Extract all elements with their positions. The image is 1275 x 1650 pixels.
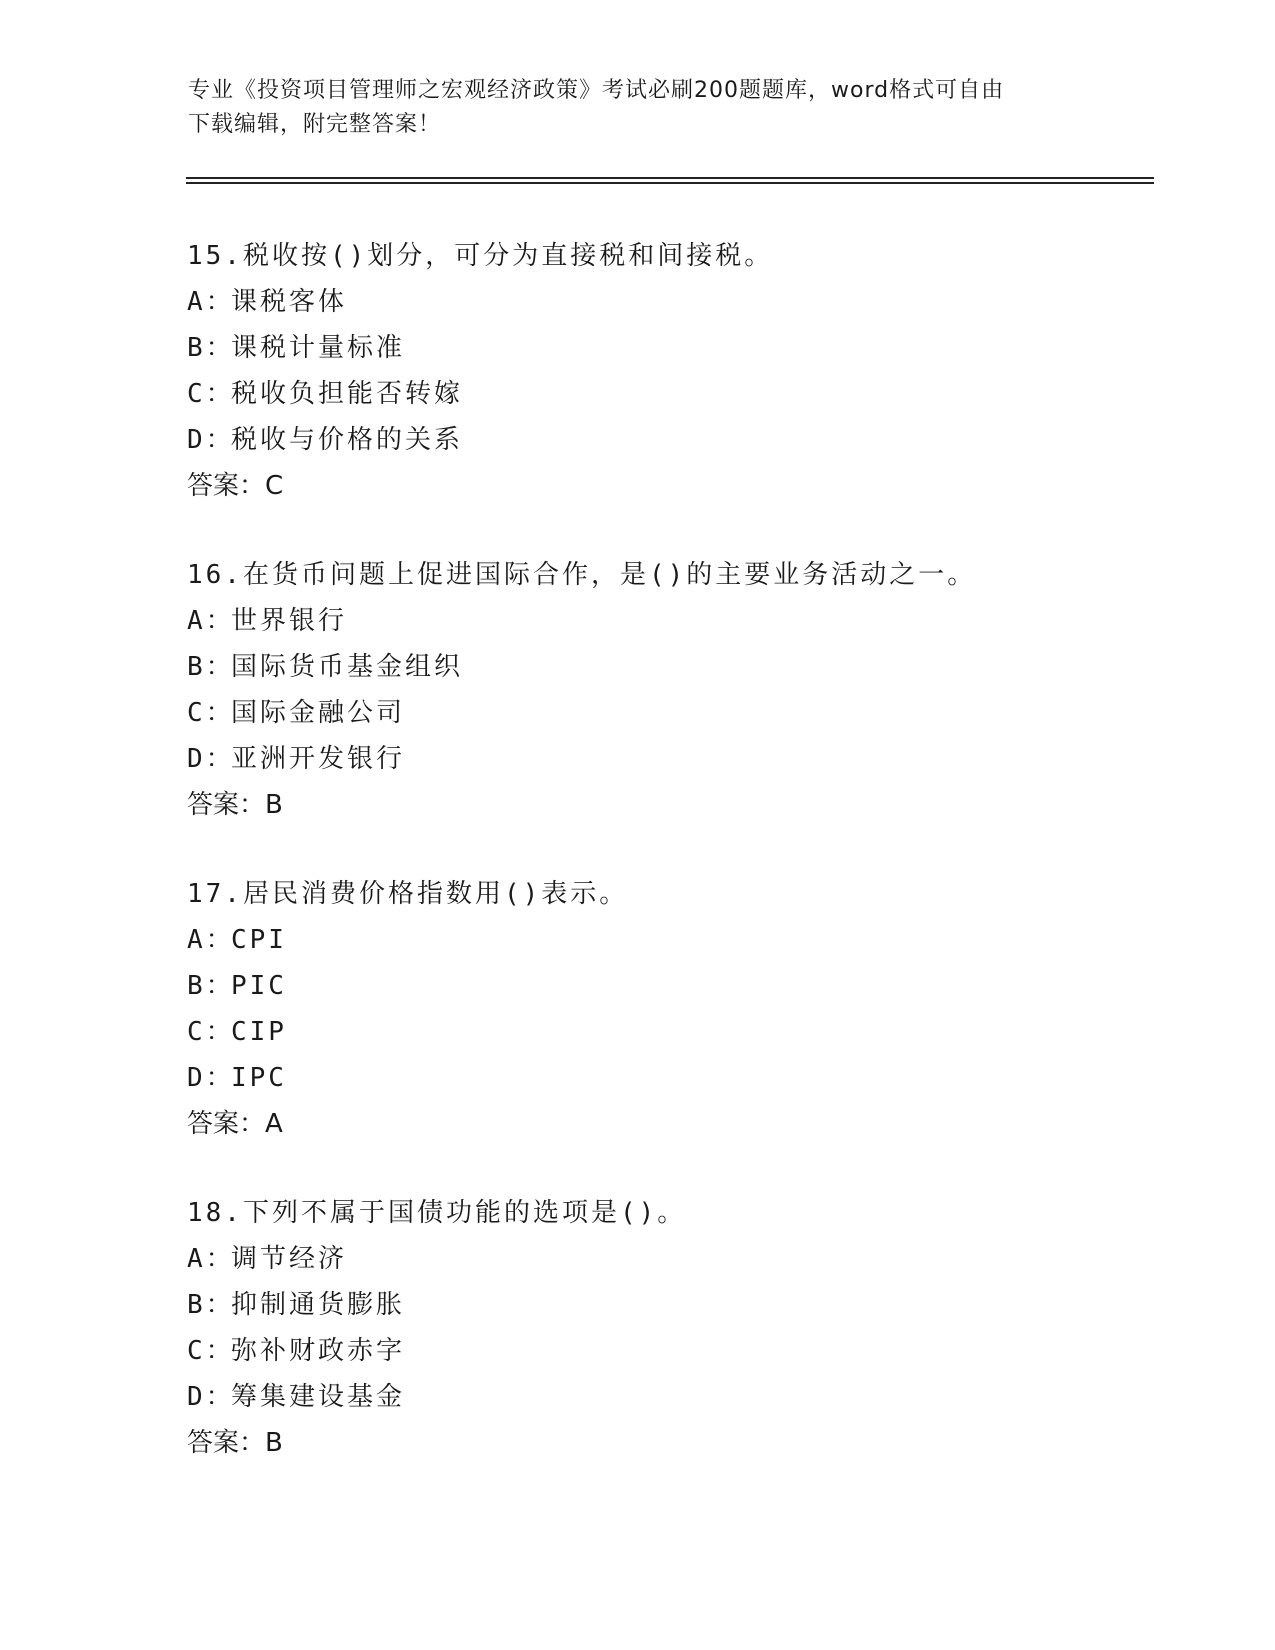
document-header [188, 74, 1088, 142]
option-key: D： [187, 744, 235, 774]
header-divider-bottom [186, 182, 1154, 184]
option-key: D： [187, 425, 235, 455]
header-line-2: 下载编辑，附完整答案！ [188, 112, 442, 137]
option-d [187, 1055, 1147, 1101]
option-text: 国际货币基金组织 [231, 652, 464, 682]
question-block [187, 233, 1147, 509]
question-block [187, 1190, 1147, 1466]
option-a [187, 279, 1147, 325]
option-text: 课税客体 [231, 287, 348, 317]
option-d [187, 736, 1147, 782]
option-key: B： [187, 971, 235, 1001]
option-text: 国际金融公司 [231, 698, 406, 728]
option-key: B： [187, 1290, 235, 1320]
question-block [187, 552, 1147, 828]
option-text: 抑制通货膨胀 [231, 1290, 406, 1320]
option-text: CIP [231, 1017, 287, 1047]
option-b [187, 644, 1147, 690]
answer-line: 答案：C [187, 471, 284, 501]
option-key: A： [187, 1244, 235, 1274]
option-c [187, 1009, 1147, 1055]
header-divider-top [186, 177, 1154, 179]
option-text: IPC [231, 1063, 287, 1093]
option-text: 调节经济 [231, 1244, 348, 1274]
answer-line: 答案：B [187, 790, 283, 820]
option-key: C： [187, 379, 235, 409]
question-stem: 17.居民消费价格指数用()表示。 [187, 879, 629, 909]
option-key: C： [187, 698, 235, 728]
answer-line: 答案：A [187, 1109, 283, 1139]
option-key: C： [187, 1017, 235, 1047]
answer-line: 答案：B [187, 1428, 283, 1458]
option-c [187, 1328, 1147, 1374]
question-stem: 16.在货币问题上促进国际合作，是()的主要业务活动之一。 [187, 560, 977, 590]
question-stem: 15.税收按()划分，可分为直接税和间接税。 [187, 241, 774, 271]
option-key: A： [187, 606, 235, 636]
option-key: B： [187, 333, 235, 363]
option-key: D： [187, 1063, 235, 1093]
option-b [187, 963, 1147, 1009]
header-line-1: 专业《投资项目管理师之宏观经济政策》考试必刷200题题库，word格式可自由 [188, 78, 1005, 103]
option-c [187, 371, 1147, 417]
option-text: 世界银行 [231, 606, 348, 636]
option-key: B： [187, 652, 235, 682]
option-a [187, 598, 1147, 644]
option-text: PIC [231, 971, 287, 1001]
option-key: A： [187, 287, 235, 317]
option-text: 亚洲开发银行 [231, 744, 406, 774]
option-text: 课税计量标准 [231, 333, 406, 363]
option-text: 税收与价格的关系 [231, 425, 464, 455]
option-text: CPI [231, 925, 287, 955]
option-text: 筹集建设基金 [231, 1382, 406, 1412]
question-stem: 18.下列不属于国债功能的选项是()。 [187, 1198, 687, 1228]
option-b [187, 325, 1147, 371]
option-a [187, 1236, 1147, 1282]
option-c [187, 690, 1147, 736]
question-block [187, 871, 1147, 1147]
option-a [187, 917, 1147, 963]
option-d [187, 417, 1147, 463]
option-d [187, 1374, 1147, 1420]
option-text: 税收负担能否转嫁 [231, 379, 464, 409]
option-key: A： [187, 925, 235, 955]
option-key: C： [187, 1336, 235, 1366]
option-key: D： [187, 1382, 235, 1412]
option-text: 弥补财政赤字 [231, 1336, 406, 1366]
option-b [187, 1282, 1147, 1328]
